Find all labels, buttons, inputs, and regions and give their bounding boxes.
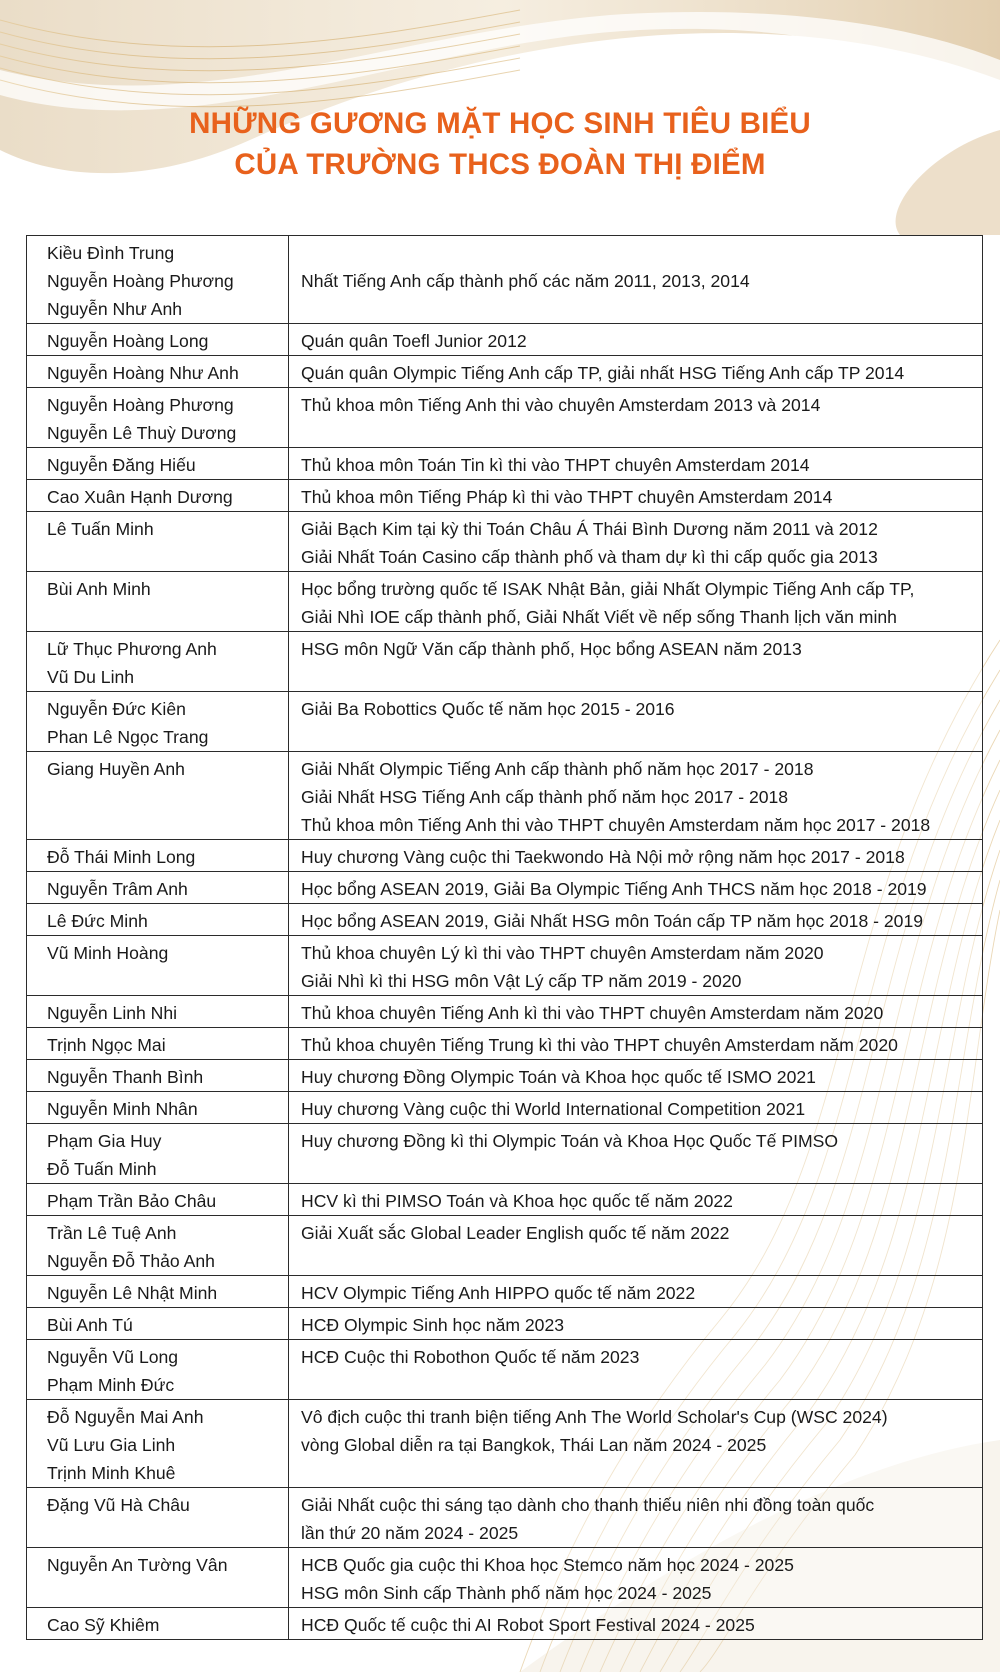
table-row [27, 1060, 983, 1092]
student-name: Cao Sỹ Khiêm [47, 1615, 160, 1635]
achievement-cell [289, 356, 983, 388]
student-name: Nguyễn Thanh Bình [47, 1067, 204, 1087]
student-names-cell [27, 388, 289, 448]
achievement-text: Huy chương Vàng cuộc thi World International Competition 2021 [301, 1099, 806, 1119]
achievement-text: Thủ khoa môn Tiếng Anh thi vào THPT chuyên Amsterdam năm học 2017 - 2018 [301, 815, 931, 835]
student-names-cell [27, 236, 289, 324]
student-names-cell [27, 1124, 289, 1184]
student-name: Nguyễn Đức Kiên [47, 699, 186, 719]
table-row [27, 904, 983, 936]
achievement-text: Giải Nhì kì thi HSG môn Vật Lý cấp TP năm 2019 - 2020 [301, 971, 742, 991]
achievement-text: lần thứ 20 năm 2024 - 2025 [301, 1523, 519, 1543]
student-names-cell [27, 572, 289, 632]
achievement-text: Giải Bạch Kim tại kỳ thi Toán Châu Á Thái Bình Dương năm 2011 và 2012 [301, 519, 878, 539]
student-name: Trịnh Minh Khuê [47, 1463, 176, 1483]
student-name: Nguyễn Hoàng Như Anh [47, 363, 239, 383]
student-name: Nguyễn Vũ Long [47, 1347, 179, 1367]
achievement-cell [289, 480, 983, 512]
student-name: Nguyễn Hoàng Phương [47, 395, 234, 415]
achievement-text: Giải Nhất Toán Casino cấp thành phố và tham dự kì thi cấp quốc gia 2013 [301, 547, 878, 567]
table-row [27, 996, 983, 1028]
student-names-cell [27, 448, 289, 480]
student-name: Trần Lê Tuệ Anh [47, 1223, 177, 1243]
student-name: Vũ Du Linh [47, 667, 135, 687]
achievement-text: Thủ khoa môn Tiếng Anh thi vào chuyên Amsterdam 2013 và 2014 [301, 395, 821, 415]
achievement-cell [289, 1184, 983, 1216]
achievement-cell [289, 324, 983, 356]
table-row [27, 448, 983, 480]
student-name: Vũ Minh Hoàng [47, 943, 169, 963]
table-row [27, 1400, 983, 1488]
student-name: Nguyễn Đỗ Thảo Anh [47, 1251, 215, 1271]
achievement-text: Học bổng ASEAN 2019, Giải Nhất HSG môn Toán cấp TP năm học 2018 - 2019 [301, 911, 924, 931]
achievement-text: Quán quân Olympic Tiếng Anh cấp TP, giải nhất HSG Tiếng Anh cấp TP 2014 [301, 363, 905, 383]
student-names-cell [27, 1276, 289, 1308]
student-name: Đỗ Tuấn Minh [47, 1159, 157, 1179]
student-name: Nguyễn Hoàng Phương [47, 271, 234, 291]
table-row [27, 1340, 983, 1400]
student-name: Lê Đức Minh [47, 911, 148, 931]
student-names-cell [27, 512, 289, 572]
student-name: Bùi Anh Tú [47, 1315, 133, 1335]
table-row [27, 1028, 983, 1060]
student-name: Trịnh Ngọc Mai [47, 1035, 166, 1055]
table-row [27, 324, 983, 356]
achievement-cell [289, 904, 983, 936]
table-row [27, 1216, 983, 1276]
student-names-cell [27, 1400, 289, 1488]
achievement-text: HCĐ Olympic Sinh học năm 2023 [301, 1315, 565, 1335]
awards-table [26, 235, 983, 1640]
table-row [27, 356, 983, 388]
student-name: Nguyễn Lê Thuỳ Dương [47, 423, 237, 443]
achievement-text: HCĐ Cuộc thi Robothon Quốc tế năm 2023 [301, 1347, 640, 1367]
table-row [27, 480, 983, 512]
achievement-cell [289, 1060, 983, 1092]
achievement-text: Học bổng ASEAN 2019, Giải Ba Olympic Tiếng Anh THCS năm học 2018 - 2019 [301, 879, 927, 899]
student-name: Phạm Gia Huy [47, 1131, 162, 1151]
achievement-text: HSG môn Sinh cấp Thành phố năm học 2024 - 2025 [301, 1583, 712, 1603]
achievement-cell [289, 448, 983, 480]
achievement-cell [289, 1488, 983, 1548]
student-name: Nguyễn Hoàng Long [47, 331, 209, 351]
student-names-cell [27, 996, 289, 1028]
student-name: Nguyễn Như Anh [47, 299, 183, 319]
student-name: Bùi Anh Minh [47, 579, 151, 599]
student-names-cell [27, 324, 289, 356]
student-names-cell [27, 840, 289, 872]
achievement-cell [289, 996, 983, 1028]
achievement-text: Giải Nhất Olympic Tiếng Anh cấp thành phố năm học 2017 - 2018 [301, 759, 814, 779]
achievement-cell [289, 1124, 983, 1184]
page-title [0, 103, 1000, 185]
student-name: Nguyễn An Tường Vân [47, 1555, 228, 1575]
student-names-cell [27, 1488, 289, 1548]
achievement-text: Giải Ba Robottics Quốc tế năm học 2015 - 2016 [301, 699, 675, 719]
student-name: Đỗ Thái Minh Long [47, 847, 196, 867]
table-row [27, 1184, 983, 1216]
student-names-cell [27, 1028, 289, 1060]
student-name: Cao Xuân Hạnh Dương [47, 487, 233, 507]
student-name: Lê Tuấn Minh [47, 519, 154, 539]
page-title-line-1: NHỮNG GƯƠNG MẶT HỌC SINH TIÊU BIỂU [189, 107, 811, 140]
student-name: Kiều Đình Trung [47, 243, 175, 263]
student-name: Phan Lê Ngọc Trang [47, 727, 209, 747]
table-row [27, 1124, 983, 1184]
achievement-text: Học bổng trường quốc tế ISAK Nhật Bản, giải Nhất Olympic Tiếng Anh cấp TP, [301, 579, 915, 599]
student-names-cell [27, 936, 289, 996]
student-name: Đặng Vũ Hà Châu [47, 1495, 190, 1515]
table-row [27, 1276, 983, 1308]
achievement-cell [289, 236, 983, 324]
student-name: Phạm Minh Đức [47, 1375, 175, 1395]
achievement-cell [289, 1092, 983, 1124]
achievement-text: HCĐ Quốc tế cuộc thi AI Robot Sport Festival 2024 - 2025 [301, 1615, 755, 1635]
table-row [27, 236, 983, 324]
page-title-line-2: CỦA TRƯỜNG THCS ĐOÀN THỊ ĐIỂM [234, 148, 766, 181]
student-name: Lữ Thục Phương Anh [47, 639, 217, 659]
achievement-text: Nhất Tiếng Anh cấp thành phố các năm 2011, 2013, 2014 [301, 271, 750, 291]
table-row [27, 512, 983, 572]
achievement-text: HCV kì thi PIMSO Toán và Khoa học quốc tế năm 2022 [301, 1191, 733, 1211]
achievement-cell [289, 512, 983, 572]
student-names-cell [27, 1092, 289, 1124]
achievement-cell [289, 840, 983, 872]
student-names-cell [27, 1184, 289, 1216]
achievement-text: Huy chương Vàng cuộc thi Taekwondo Hà Nội mở rộng năm học 2017 - 2018 [301, 847, 905, 867]
achievement-text: Thủ khoa chuyên Tiếng Anh kì thi vào THPT chuyên Amsterdam năm 2020 [301, 1003, 884, 1023]
student-names-cell [27, 1608, 289, 1640]
student-names-cell [27, 752, 289, 840]
table-row [27, 1488, 983, 1548]
student-name: Vũ Lưu Gia Linh [47, 1435, 176, 1455]
student-names-cell [27, 692, 289, 752]
student-name: Giang Huyền Anh [47, 759, 185, 779]
achievement-cell [289, 872, 983, 904]
student-names-cell [27, 872, 289, 904]
achievement-cell [289, 1400, 983, 1488]
student-name: Nguyễn Trâm Anh [47, 879, 188, 899]
achievement-cell [289, 1276, 983, 1308]
achievement-text: Giải Nhất cuộc thi sáng tạo dành cho thanh thiếu niên nhi đồng toàn quốc [301, 1495, 875, 1515]
achievement-cell [289, 1308, 983, 1340]
student-name: Nguyễn Minh Nhân [47, 1099, 198, 1119]
achievement-text: HCV Olympic Tiếng Anh HIPPO quốc tế năm 2022 [301, 1283, 696, 1303]
student-names-cell [27, 356, 289, 388]
student-names-cell [27, 1548, 289, 1608]
achievement-text: Giải Nhì IOE cấp thành phố, Giải Nhất Viết về nếp sống Thanh lịch văn minh [301, 607, 897, 627]
achievement-cell [289, 1028, 983, 1060]
achievement-cell [289, 632, 983, 692]
table-row [27, 388, 983, 448]
student-names-cell [27, 1216, 289, 1276]
achievement-cell [289, 1548, 983, 1608]
student-names-cell [27, 480, 289, 512]
achievement-text: Giải Nhất HSG Tiếng Anh cấp thành phố năm học 2017 - 2018 [301, 787, 789, 807]
table-row [27, 572, 983, 632]
student-name: Nguyễn Lê Nhật Minh [47, 1283, 218, 1303]
achievement-text: Thủ khoa chuyên Lý kì thi vào THPT chuyên Amsterdam năm 2020 [301, 943, 824, 963]
table-row [27, 872, 983, 904]
student-name: Nguyễn Đăng Hiếu [47, 455, 196, 475]
student-name: Nguyễn Linh Nhi [47, 1003, 178, 1023]
achievement-cell [289, 1340, 983, 1400]
achievement-text: Thủ khoa môn Tiếng Pháp kì thi vào THPT chuyên Amsterdam 2014 [301, 487, 833, 507]
achievement-text: Huy chương Đồng kì thi Olympic Toán và Khoa Học Quốc Tế PIMSO [301, 1131, 839, 1151]
achievement-text: Quán quân Toefl Junior 2012 [301, 331, 527, 351]
student-names-cell [27, 904, 289, 936]
table-row [27, 1608, 983, 1640]
achievement-text: Giải Xuất sắc Global Leader English quốc tế năm 2022 [301, 1223, 730, 1243]
table-row [27, 632, 983, 692]
table-row [27, 840, 983, 872]
achievement-cell [289, 572, 983, 632]
achievement-cell [289, 752, 983, 840]
achievement-text: vòng Global diễn ra tại Bangkok, Thái Lan năm 2024 - 2025 [301, 1435, 767, 1455]
achievement-text: HSG môn Ngữ Văn cấp thành phố, Học bổng ASEAN năm 2013 [301, 639, 802, 659]
achievement-text: Thủ khoa chuyên Tiếng Trung kì thi vào THPT chuyên Amsterdam năm 2020 [301, 1035, 898, 1055]
achievement-cell [289, 692, 983, 752]
student-names-cell [27, 1340, 289, 1400]
achievement-text: Thủ khoa môn Toán Tin kì thi vào THPT chuyên Amsterdam 2014 [301, 455, 810, 475]
table-row [27, 692, 983, 752]
achievement-text: Huy chương Đồng Olympic Toán và Khoa học quốc tế ISMO 2021 [301, 1067, 816, 1087]
achievement-cell [289, 388, 983, 448]
table-row [27, 936, 983, 996]
student-name: Đỗ Nguyễn Mai Anh [47, 1407, 204, 1427]
table-row [27, 1308, 983, 1340]
table-row [27, 1092, 983, 1124]
achievement-text: HCB Quốc gia cuộc thi Khoa học Stemco năm học 2024 - 2025 [301, 1555, 794, 1575]
table-row [27, 1548, 983, 1608]
table-row [27, 752, 983, 840]
student-names-cell [27, 1308, 289, 1340]
student-names-cell [27, 632, 289, 692]
achievement-cell [289, 936, 983, 996]
achievement-cell [289, 1608, 983, 1640]
student-names-cell [27, 1060, 289, 1092]
achievement-cell [289, 1216, 983, 1276]
achievement-text: Vô địch cuộc thi tranh biện tiếng Anh The World Scholar's Cup (WSC 2024) [301, 1407, 888, 1427]
student-name: Phạm Trần Bảo Châu [47, 1191, 217, 1211]
